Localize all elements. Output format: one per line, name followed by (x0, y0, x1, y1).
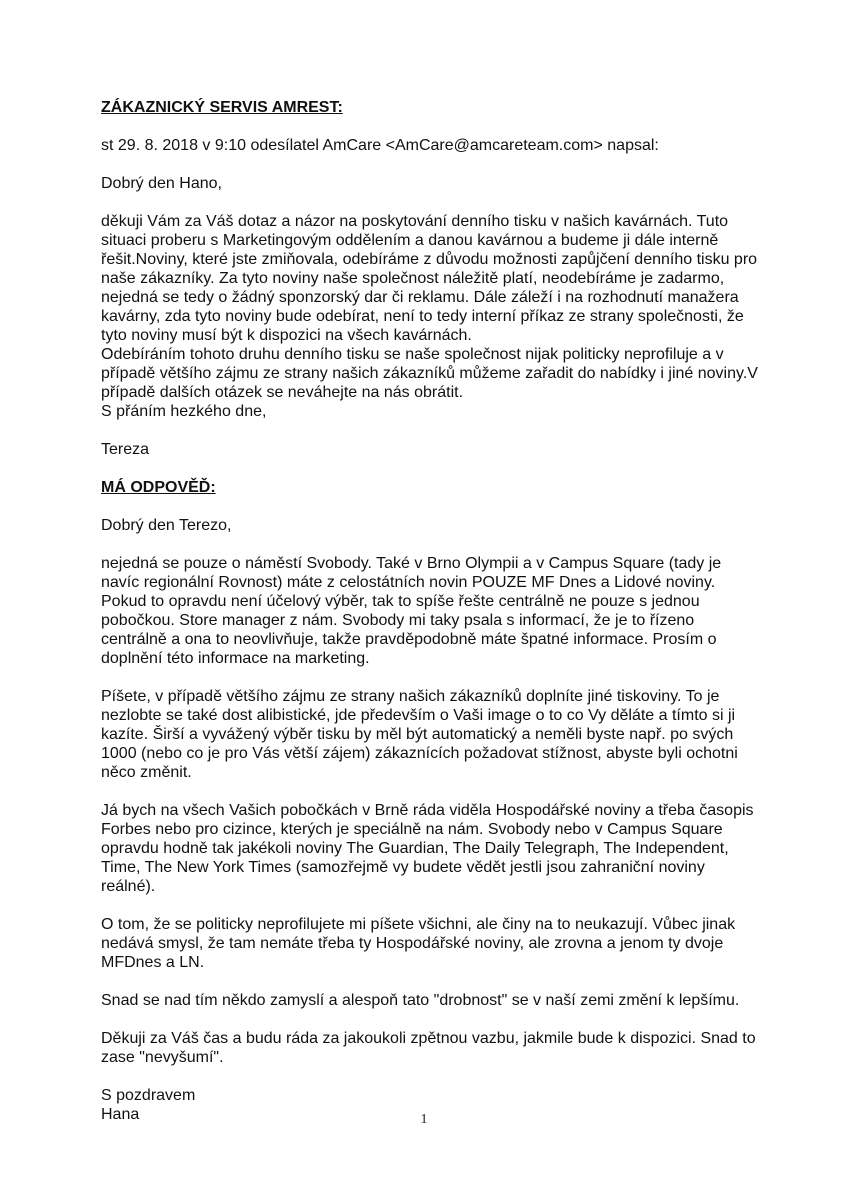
text-line: Děkuji za Váš čas a budu ráda za jakoukoli zpětnou vazbu, jakmile bude k dispozici. Snad to (101, 1030, 756, 1047)
email-body (101, 212, 761, 421)
text-line: Time, The New York Times (samozřejmě vy budete vědět jestli jsou zahraniční noviny (101, 859, 705, 876)
text-line: O tom, že se politicky neprofilujete mi píšete všichni, ale činy na to neukazují. Vůbec jinak (101, 916, 736, 933)
reply-paragraph (101, 554, 761, 668)
text-line: opravdu hodně tak jakékoli noviny The Guardian, The Daily Telegraph, The Independent, (101, 840, 729, 857)
page-number: 1 (420, 1112, 428, 1127)
email-meta: st 29. 8. 2018 v 9:10 odesílatel AmCare <AmCare@amcareteam.com> napsal: (101, 137, 659, 154)
text-line: nejedná se pouze o náměstí Svobody. Také v Brno Olympii a v Campus Square (tady je (101, 555, 722, 572)
document-content (101, 98, 761, 1124)
text-line: Pokud to opravdu není účelový výběr, tak to spíše řešte centrálně ne pouze s jednou (101, 593, 700, 610)
text-line: řešit.Noviny, které jste zmiňovala, odebíráme z důvodu možnosti zapůjčení denního tisku pro (101, 251, 758, 268)
text-line: něco změnit. (101, 764, 192, 781)
text-line: nezlobte se také dost alibistické, jde především o Vaši image o to co Vy děláte a tímto si ji (101, 707, 736, 724)
text-line: situaci proberu s Marketingovým oddělením a danou kavárnou a budeme ji dále interně (101, 232, 719, 249)
text-line: případě dalších otázek se neváhejte na nás obrátit. (101, 384, 464, 401)
email-greeting: Dobrý den Hano, (101, 175, 222, 192)
reply-greeting: Dobrý den Terezo, (101, 517, 232, 534)
reply-closing: S pozdravem (101, 1087, 196, 1104)
text-line: zase "nevyšumí". (101, 1049, 224, 1066)
reply-paragraph (101, 991, 761, 1010)
text-line: kavárny, zda tyto noviny bude odebírat, není to tedy interní příkaz ze strany společnosti, že (101, 308, 744, 325)
reply-paragraph (101, 1029, 761, 1067)
text-line: tyto noviny musí být k dispozici na všech kavárnách. (101, 327, 472, 344)
reply-paragraph (101, 801, 761, 896)
email-signature: Tereza (101, 441, 150, 458)
text-line: reálné). (101, 878, 156, 895)
reply-name: Hana (101, 1106, 140, 1123)
reply-paragraph (101, 915, 761, 972)
text-line: Píšete, v případě většího zájmu ze strany našich zákazníků doplníte jiné tiskoviny. To je (101, 688, 720, 705)
reply-paragraph (101, 687, 761, 782)
text-line: kazíte. Širší a vyvážený výběr tisku by měl být automatický a neměli byste např. po svých (101, 726, 734, 743)
text-line: Odebíráním tohoto druhu denního tisku se naše společnost nijak politicky neprofiluje a v (101, 346, 724, 363)
text-line: 1000 (nebo co je pro Vás větší zájem) zákaznících požadovat stížnost, abyste byli ochotni (101, 745, 738, 762)
text-line: pobočkou. Store manager z nám. Svobody mi taky psala s informací, že je to řízeno (101, 612, 695, 629)
email-heading: ZÁKAZNICKÝ SERVIS AMREST: (101, 99, 343, 116)
text-line: doplnění této informace na marketing. (101, 650, 370, 667)
text-line: Forbes nebo pro cizince, kterých je speciálně na nám. Svobody nebo v Campus Square (101, 821, 723, 838)
text-line: Snad se nad tím někdo zamyslí a alespoň tato "drobnost" se v naší zemi změní k lepšímu. (101, 992, 740, 1009)
text-line: Já bych na všech Vašich pobočkách v Brně ráda viděla Hospodářské noviny a třeba časopis (101, 802, 754, 819)
text-line: MFDnes a LN. (101, 954, 205, 971)
text-line: navíc regionální Rovnost) máte z celostátních novin POUZE MF Dnes a Lidové noviny. (101, 574, 716, 591)
text-line: nedává smysl, že tam nemáte třeba ty Hospodářské noviny, ale zrovna a jenom ty dvoje (101, 935, 724, 952)
text-line: nejedná se tedy o žádný sponzorský dar či reklamu. Dále záleží i na rozhodnutí manažera (101, 289, 739, 306)
text-line: S přáním hezkého dne, (101, 403, 267, 420)
reply-heading: MÁ ODPOVĚĎ: (101, 479, 216, 496)
text-line: děkuji Vám za Váš dotaz a názor na poskytování denního tisku v našich kavárnách. Tuto (101, 213, 729, 230)
text-line: případě většího zájmu ze strany našich zákazníků můžeme zařadit do nabídky i jiné noviny.V (101, 365, 758, 382)
text-line: centrálně a ona to neovlivňuje, takže pravděpodobně máte špatné informace. Prosím o (101, 631, 717, 648)
text-line: naše zákazníky. Za tyto noviny naše společnost náležitě platí, neodebíráme je zadarmo, (101, 270, 725, 287)
